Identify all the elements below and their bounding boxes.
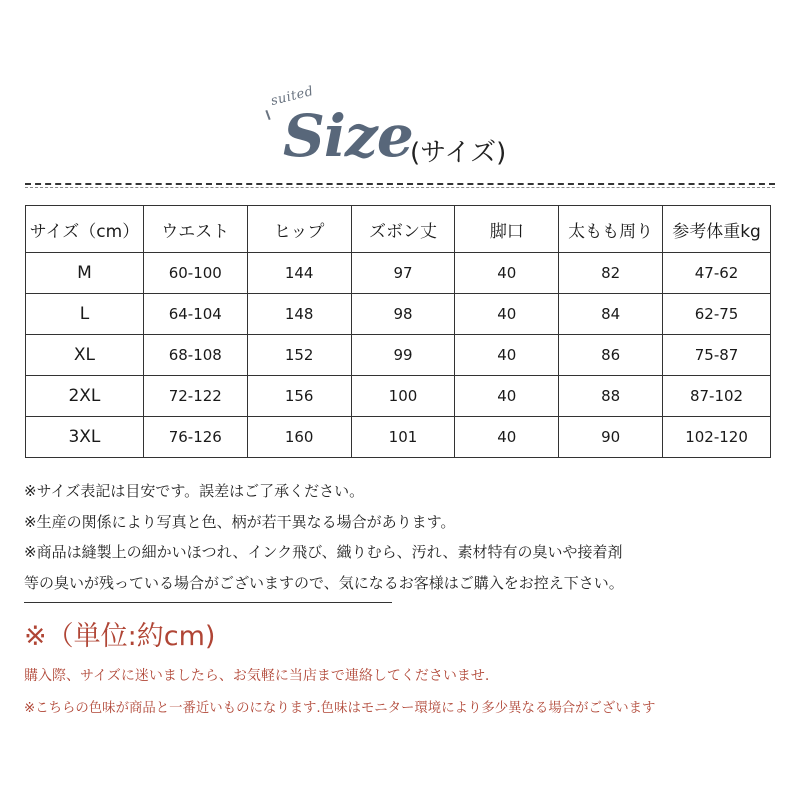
note-odor-warning: 等の臭いが残っている場合がございますので、気になるお客様はご購入をお控え下さい。 — [24, 573, 624, 592]
cell-waist: 64-104 — [143, 294, 247, 335]
dashed-divider-secondary — [25, 187, 775, 188]
cell-waist: 68-108 — [143, 335, 247, 376]
table-row — [26, 335, 771, 376]
header-waist: ウエスト — [143, 206, 247, 253]
header-weight: 参考体重kg — [663, 206, 771, 253]
suited-label: suited — [269, 83, 316, 109]
color-note: ※こちらの色味が商品と一番近いものになります.色味はモニター環境により多少異なる場合がございます — [24, 701, 656, 716]
decorative-tick — [265, 110, 270, 120]
notes-underline — [24, 602, 392, 603]
cell-size: 2XL — [26, 376, 144, 417]
cell-length: 98 — [351, 294, 455, 335]
cell-thigh: 88 — [559, 376, 663, 417]
size-subtitle: (サイズ) — [410, 138, 507, 168]
cell-size: M — [26, 253, 144, 294]
cell-hem: 40 — [455, 376, 559, 417]
notes-block — [24, 476, 784, 598]
cell-hip: 160 — [247, 417, 351, 458]
table-row — [26, 294, 771, 335]
cell-waist: 76-126 — [143, 417, 247, 458]
note-color-difference: ※生産の関係により写真と色、柄が若干異なる場合があります。 — [24, 512, 456, 531]
cell-thigh: 86 — [559, 335, 663, 376]
cell-length: 100 — [351, 376, 455, 417]
cell-hip: 148 — [247, 294, 351, 335]
cell-size: L — [26, 294, 144, 335]
note-size-tolerance: ※サイズ表記は目安です。誤差はご了承ください。 — [24, 482, 365, 500]
size-chart-table — [25, 205, 771, 458]
cell-thigh: 82 — [559, 253, 663, 294]
cell-weight: 75-87 — [663, 335, 771, 376]
cell-size: XL — [26, 335, 144, 376]
cell-thigh: 84 — [559, 294, 663, 335]
cell-thigh: 90 — [559, 417, 663, 458]
cell-weight: 62-75 — [663, 294, 771, 335]
header-length: ズボン丈 — [351, 206, 455, 253]
size-heading — [265, 83, 565, 178]
cell-hem: 40 — [455, 417, 559, 458]
cell-hip: 144 — [247, 253, 351, 294]
cell-waist: 60-100 — [143, 253, 247, 294]
unit-label: ※（単位:約cm) — [24, 621, 216, 652]
header-thigh: 太もも周り — [559, 206, 663, 253]
cell-length: 99 — [351, 335, 455, 376]
table-row — [26, 417, 771, 458]
header-hip: ヒップ — [247, 206, 351, 253]
cell-hem: 40 — [455, 335, 559, 376]
contact-note: 購入際、サイズに迷いましたら、お気軽に当店まで連絡してくださいませ. — [24, 668, 490, 684]
table-header-row — [26, 206, 771, 253]
table-row — [26, 376, 771, 417]
cell-size: 3XL — [26, 417, 144, 458]
cell-weight: 102-120 — [663, 417, 771, 458]
cell-weight: 47-62 — [663, 253, 771, 294]
cell-hip: 156 — [247, 376, 351, 417]
table-row — [26, 253, 771, 294]
header-hem: 脚口 — [455, 206, 559, 253]
dashed-divider — [25, 183, 775, 185]
cell-waist: 72-122 — [143, 376, 247, 417]
cell-hip: 152 — [247, 335, 351, 376]
size-title: Size — [283, 102, 413, 170]
note-product-defects: ※商品は縫製上の細かいほつれ、インク飛び、織りむら、汚れ、素材特有の臭いや接着剤 — [24, 543, 623, 561]
cell-weight: 87-102 — [663, 376, 771, 417]
header-size: サイズ（cm） — [26, 206, 144, 253]
cell-length: 101 — [351, 417, 455, 458]
cell-hem: 40 — [455, 253, 559, 294]
cell-hem: 40 — [455, 294, 559, 335]
cell-length: 97 — [351, 253, 455, 294]
